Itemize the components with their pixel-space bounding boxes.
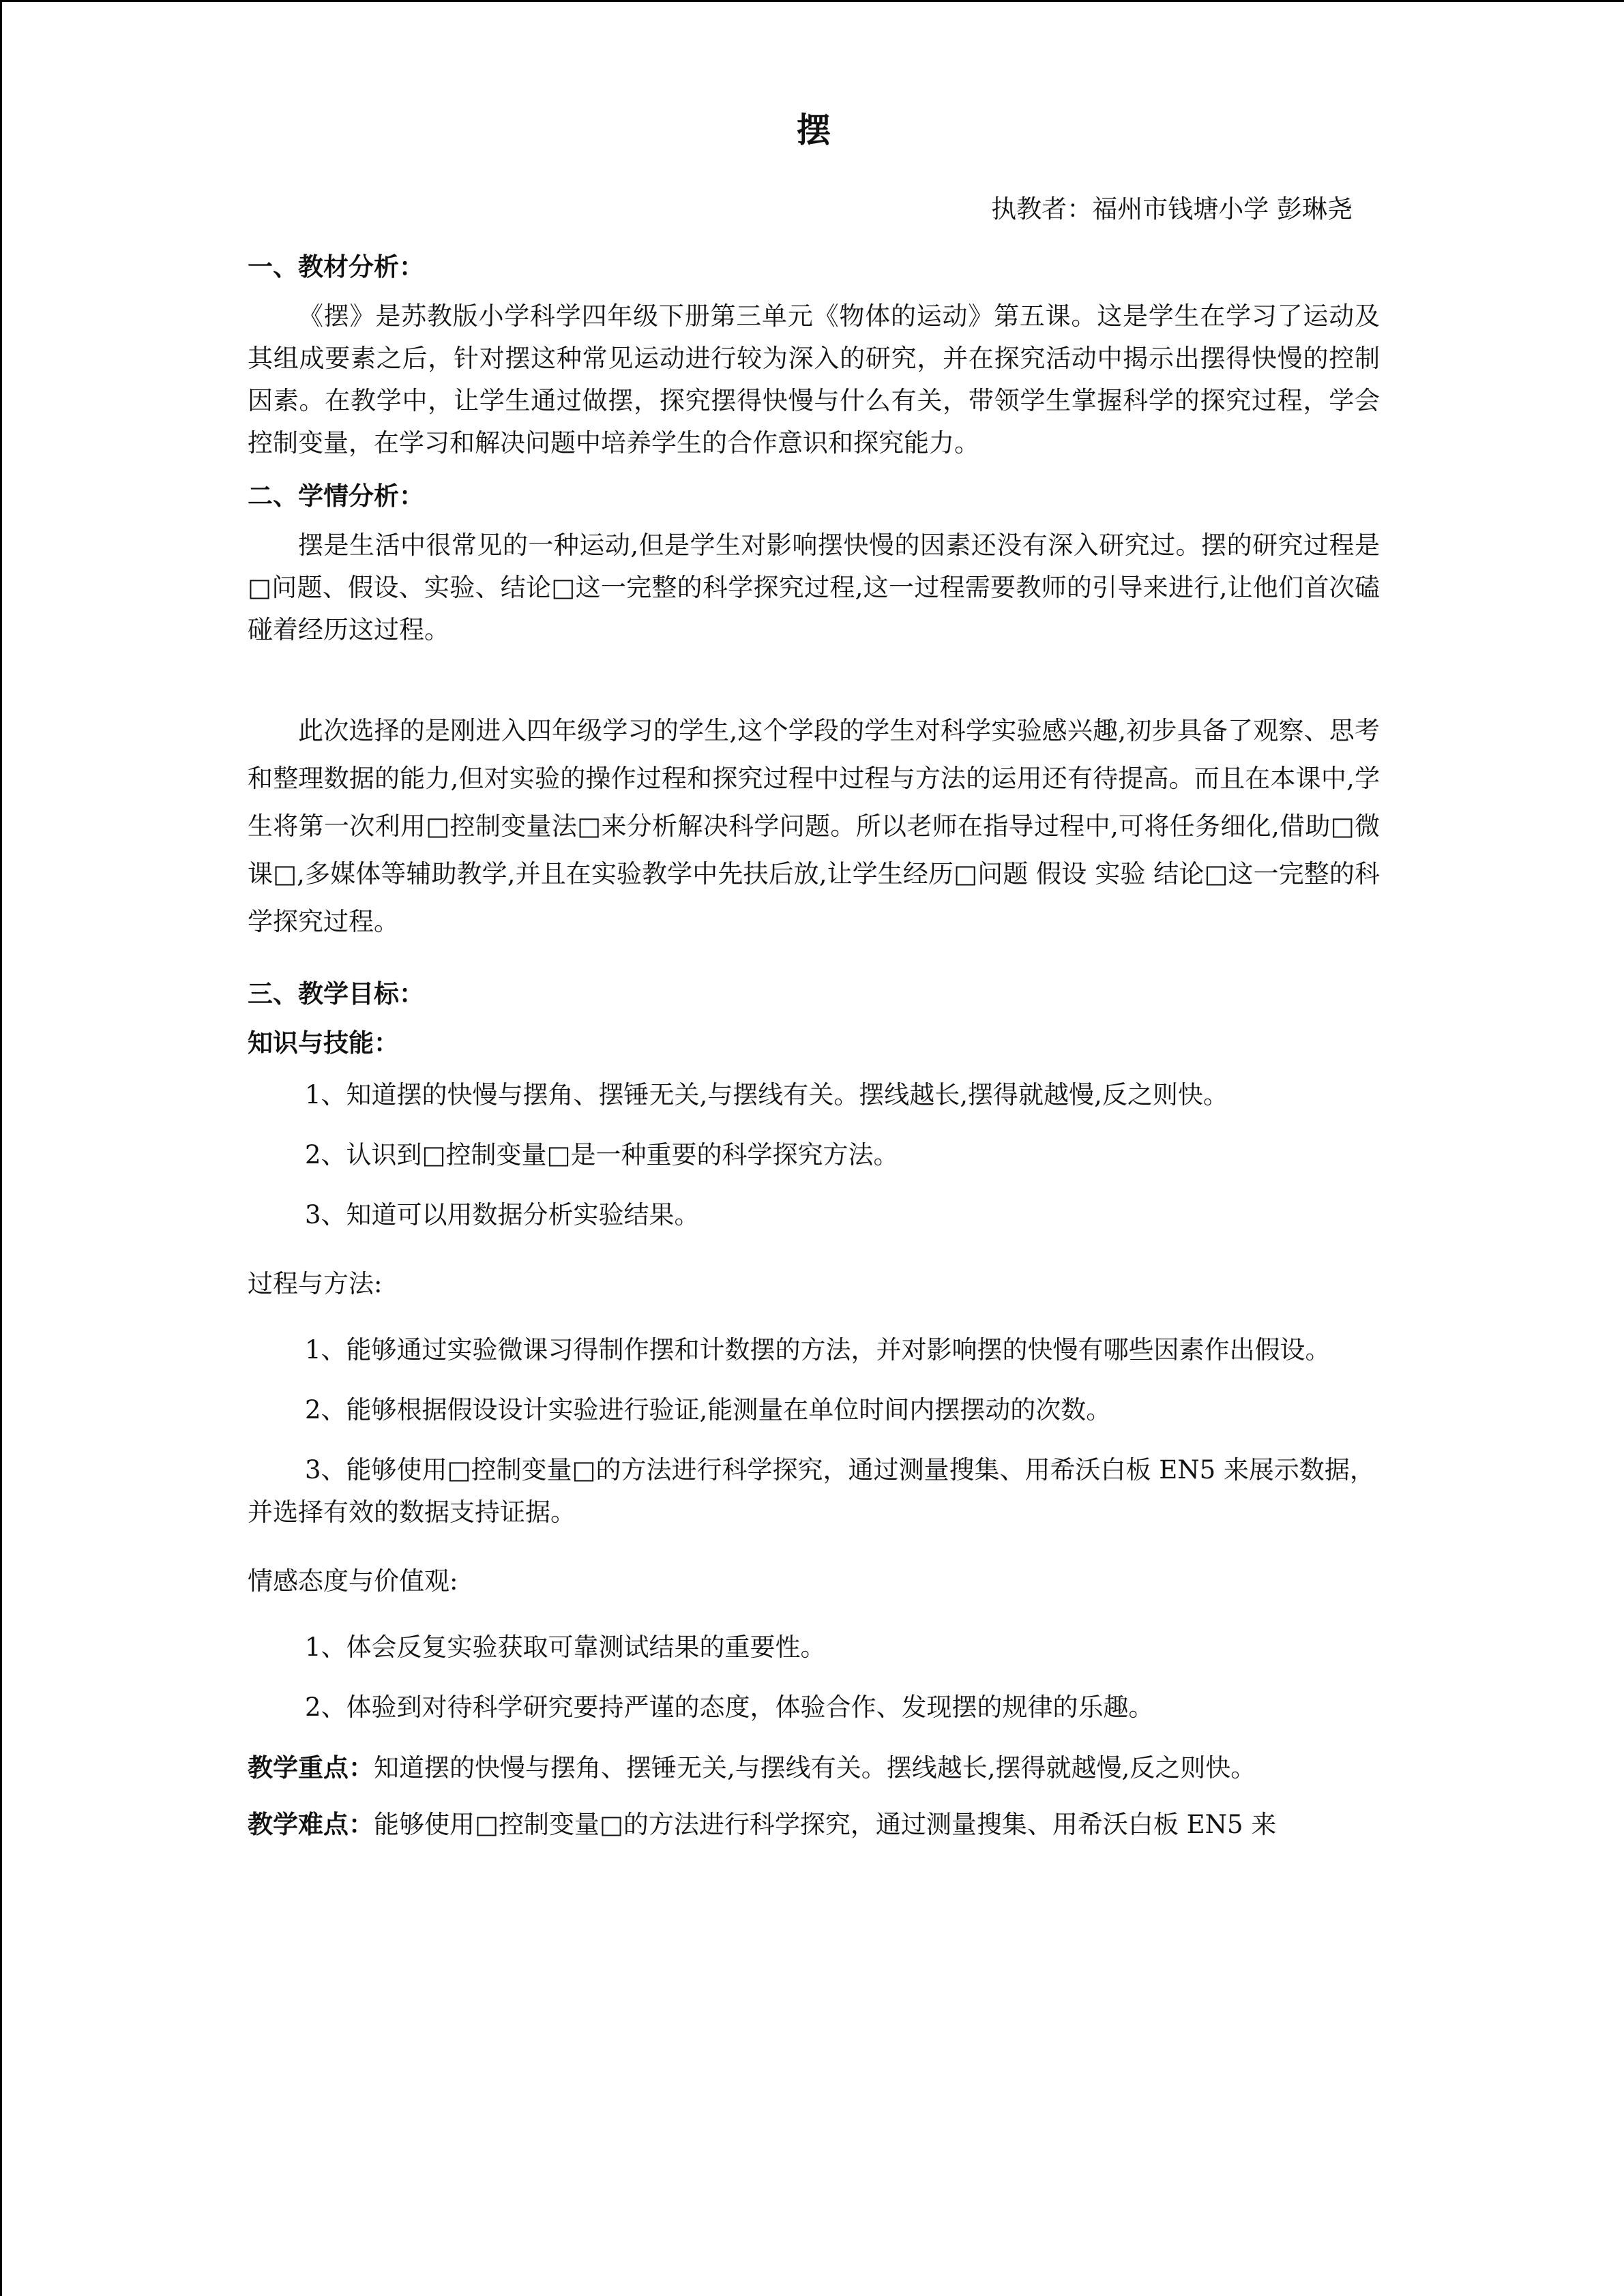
teaching-difficulty-text: 能够使用□控制变量□的方法进行科学探究，通过测量搜集、用希沃白板 EN5 来 xyxy=(374,1810,1277,1839)
list-item: 3、能够使用□控制变量□的方法进行科学探究，通过测量搜集、用希沃白板 EN5 来展示数据，并选择有效的数据支持证据。 xyxy=(248,1455,1375,1527)
teaching-focus-label: 教学重点： xyxy=(248,1753,374,1783)
paragraph-gap xyxy=(248,662,1380,707)
doc-title: 摆 xyxy=(797,110,831,150)
list-item: 2、认识到□控制变量□是一种重要的科学探究方法。 xyxy=(305,1140,899,1169)
document-content xyxy=(248,104,1380,1860)
list-item: 1、能够通过实验微课习得制作摆和计数摆的方法，并对影响摆的快慢有哪些因素作出假设。 xyxy=(305,1335,1331,1365)
list-item: 3、知道可以用数据分析实验结果。 xyxy=(305,1200,700,1229)
section-paragraph: 摆是生活中很常见的一种运动,但是学生对影响摆快慢的因素还没有深入研究过。摆的研究过程是□问题、假设、实验、结论□这一完整的科学探究过程,这一过程需要教师的引导来进行,让他们首次磕碰着经历这过程。 xyxy=(248,531,1380,644)
subheading-knowledge-skills: 知识与技能： xyxy=(248,1028,399,1058)
teaching-difficulty-label: 教学难点： xyxy=(248,1809,374,1839)
list-item: 2、能够根据假设设计实验进行验证,能测量在单位时间内摆摆动的次数。 xyxy=(305,1395,1112,1425)
section-heading-student-analysis: 二、学情分析： xyxy=(248,481,424,511)
list-item: 1、知道摆的快慢与摆角、摆锤无关,与摆线有关。摆线越长,摆得就越慢,反之则快。 xyxy=(305,1080,1228,1109)
section-heading-teaching-goals: 三、教学目标： xyxy=(248,979,424,1009)
teaching-difficulty xyxy=(248,1803,1380,1846)
teaching-focus xyxy=(248,1746,1380,1789)
section-heading-material-analysis: 一、教材分析： xyxy=(248,252,424,282)
section-paragraph: 《摆》是苏教版小学科学四年级下册第三单元《物体的运动》第五课。这是学生在学习了运动及其组成要素之后，针对摆这种常见运动进行较为深入的研究，并在探究活动中揭示出摆得快慢的控制因素。在教学中，让学生通过做摆，探究摆得快慢与什么有关，带领学生掌握科学的探究过程，学会控制变量，在学习和解决问题中培养学生的合作意识和探究能力。 xyxy=(248,301,1380,458)
subheading-process-methods: 过程与方法: xyxy=(248,1269,383,1298)
list-item: 1、体会反复实验获取可靠测试结果的重要性。 xyxy=(305,1632,826,1662)
teaching-focus-text: 知道摆的快慢与摆角、摆锤无关,与摆线有关。摆线越长,摆得就越慢,反之则快。 xyxy=(374,1753,1256,1783)
subheading-attitude-values: 情感态度与价值观: xyxy=(248,1566,458,1596)
section-paragraph: 此次选择的是刚进入四年级学习的学生,这个学段的学生对科学实验感兴趣,初步具备了观察、思考和整理数据的能力,但对实验的操作过程和探究过程中过程与方法的运用还有待提高。而且在本课中,学生将第一次利用□控制变量法□来分析解决科学问题。所以老师在指导过程中,可将任务细化,借助□微课□,多媒体等辅助教学,并且在实验教学中先扶后放,让学生经历□问题 假设 实验 结论□这一完整的科学探究过程。 xyxy=(248,716,1380,936)
doc-author: 执教者：福州市钱塘小学 彭琳尧 xyxy=(991,194,1353,224)
list-item: 2、体验到对待科学研究要持严谨的态度，体验合作、发现摆的规律的乐趣。 xyxy=(305,1693,1154,1722)
